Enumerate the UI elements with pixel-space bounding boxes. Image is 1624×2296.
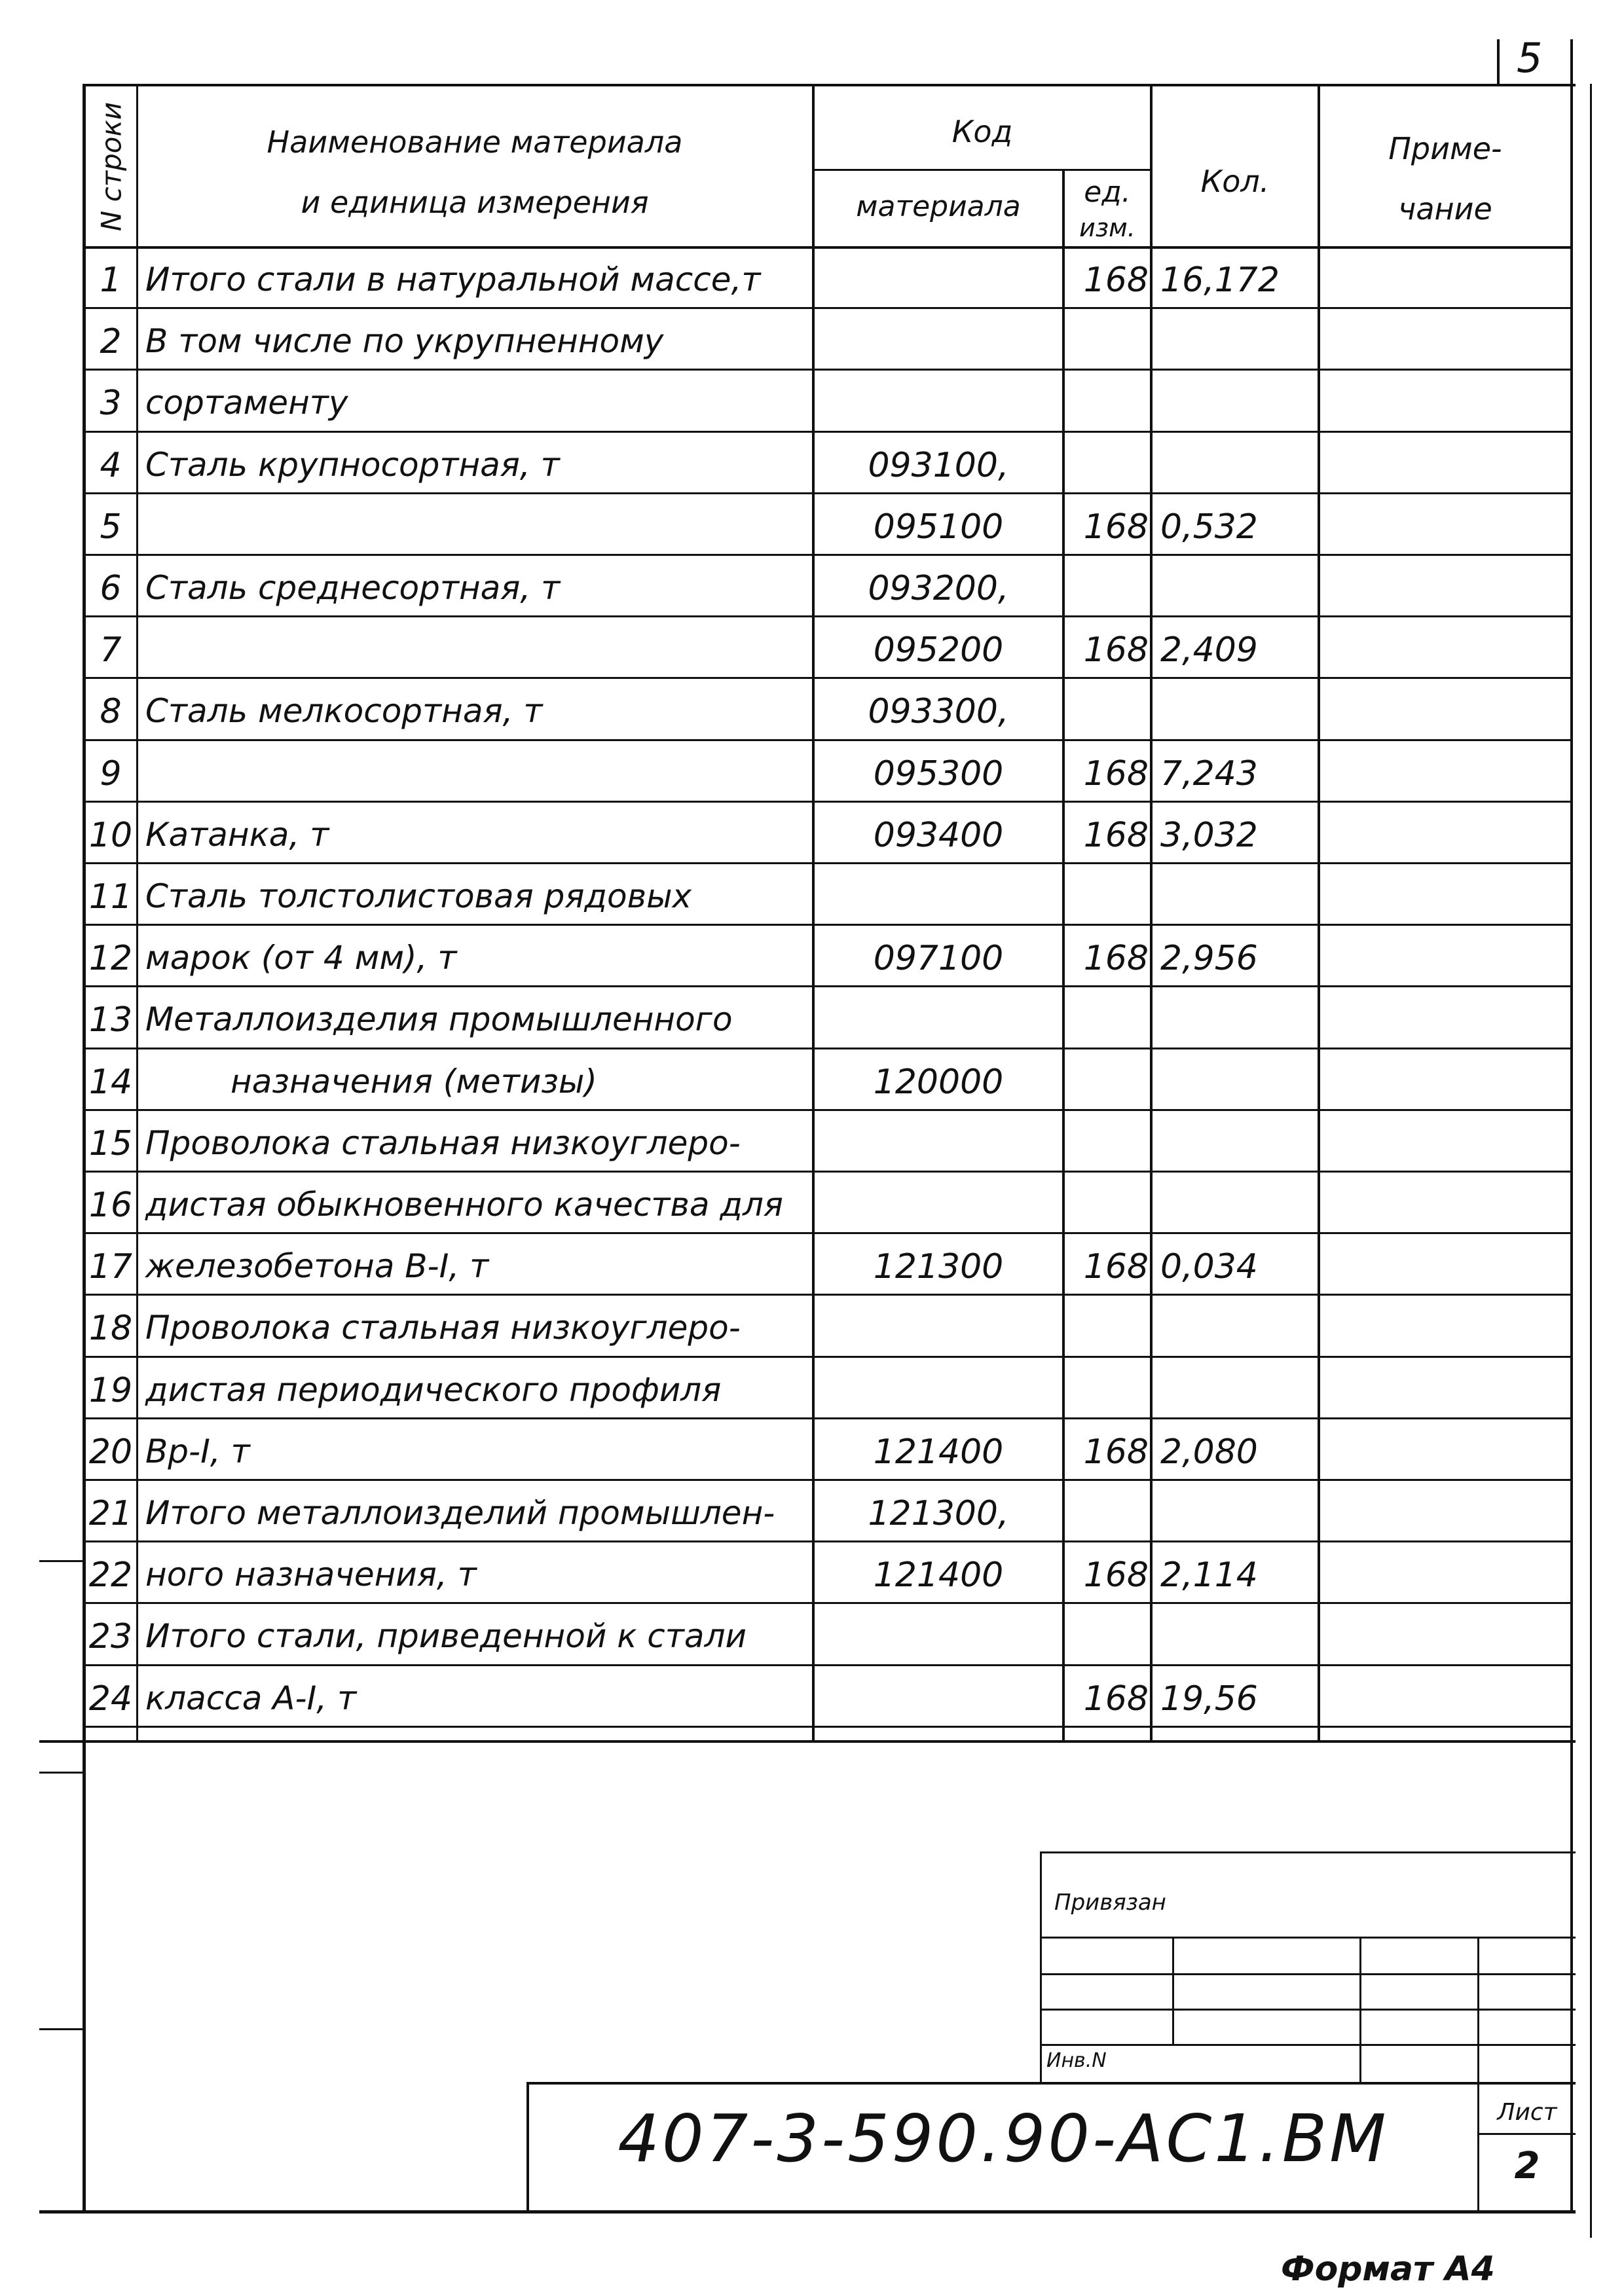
- code-unit-header-line1: ед.: [1084, 175, 1131, 209]
- row-number-header: N строки: [95, 101, 128, 232]
- cell-code: 097100: [873, 939, 1004, 979]
- format-label: Формат А4: [1281, 2250, 1495, 2289]
- cell-unit: 168: [1083, 754, 1149, 793]
- cell-n: 19: [88, 1370, 133, 1410]
- code-unit-header-line2: изм.: [1079, 213, 1135, 242]
- cell-n: 3: [100, 384, 122, 424]
- cell-name: железобетона В-I, т: [145, 1247, 489, 1286]
- cell-name: В том числе по укрупненному: [145, 322, 664, 361]
- cell-name: Металлоизделия промышленного: [145, 1000, 733, 1039]
- cell-code: 093200,: [868, 569, 1009, 608]
- cell-code: 121400: [873, 1432, 1004, 1472]
- cell-qty: 19,56: [1160, 1679, 1258, 1719]
- cell-name: Вр-I, т: [145, 1432, 250, 1470]
- cell-code: 095300: [873, 754, 1004, 793]
- cell-name: Итого стали, приведенной к стали: [145, 1617, 747, 1656]
- cell-unit: 168: [1083, 939, 1149, 979]
- cell-n: 21: [88, 1494, 133, 1533]
- cell-n: 12: [88, 939, 133, 979]
- cell-name: сортаменту: [145, 384, 348, 422]
- note-header-line1: Приме-: [1388, 131, 1502, 166]
- cell-code: 121400: [873, 1556, 1004, 1595]
- cell-n: 20: [88, 1432, 133, 1472]
- cell-n: 17: [88, 1247, 133, 1287]
- cell-name: Итого металлоизделий промышлен-: [145, 1494, 775, 1532]
- page-number: 5: [1517, 34, 1543, 82]
- cell-code: 121300: [873, 1247, 1004, 1287]
- table-row: [0, 617, 1624, 679]
- cell-n: 5: [100, 507, 122, 547]
- table-row: [0, 433, 1624, 494]
- cell-name: марок (от 4 мм), т: [145, 939, 457, 977]
- cell-n: 7: [100, 630, 122, 670]
- cell-qty: 2,409: [1160, 630, 1258, 670]
- note-header-line2: чание: [1398, 191, 1492, 227]
- attached-label: Привязан: [1054, 1889, 1166, 1916]
- code-material-header: материала: [856, 190, 1021, 223]
- table-row: [0, 247, 1624, 309]
- cell-unit: 168: [1083, 630, 1149, 670]
- table-row: [0, 741, 1624, 803]
- table-row: [0, 864, 1624, 926]
- cell-name: Проволока стальная низкоуглеро-: [145, 1123, 741, 1162]
- cell-n: 9: [100, 754, 122, 793]
- cell-n: 15: [88, 1123, 133, 1163]
- cell-name: назначения (метизы): [231, 1062, 597, 1101]
- cell-n: 1: [100, 261, 122, 300]
- table-row: [0, 556, 1624, 617]
- cell-unit: 168: [1083, 261, 1149, 300]
- cell-name: дистая обыкновенного качества для: [145, 1186, 783, 1224]
- name-header-line2: и единица измерения: [301, 185, 649, 220]
- table-row: [0, 679, 1624, 740]
- table-row: [0, 1542, 1624, 1604]
- cell-n: 22: [88, 1556, 133, 1595]
- frame-bottom: [39, 2210, 1576, 2214]
- cell-n: 13: [88, 1000, 133, 1040]
- cell-code: 093400: [873, 815, 1004, 855]
- table-row: [0, 1296, 1624, 1357]
- table-row: [0, 1419, 1624, 1481]
- name-header-line1: Наименование материала: [267, 124, 683, 160]
- cell-unit: 168: [1083, 1679, 1149, 1719]
- cell-n: 24: [88, 1679, 133, 1719]
- document-code: 407-3-590.90-АС1.ВМ: [618, 2100, 1389, 2177]
- cell-n: 18: [88, 1309, 133, 1349]
- table-row: [0, 1481, 1624, 1542]
- cell-qty: 2,956: [1160, 939, 1258, 979]
- cell-name: дистая периодического профиля: [145, 1370, 722, 1409]
- cell-n: 16: [88, 1186, 133, 1225]
- table-row: [0, 1358, 1624, 1419]
- cell-qty: 16,172: [1160, 261, 1280, 300]
- cell-unit: 168: [1083, 1556, 1149, 1595]
- cell-qty: 0,034: [1160, 1247, 1258, 1287]
- cell-code: 095100: [873, 507, 1004, 547]
- cell-qty: 7,243: [1160, 754, 1258, 793]
- table-row: [0, 987, 1624, 1049]
- cell-unit: 168: [1083, 815, 1149, 855]
- cell-code: 093300,: [868, 692, 1009, 732]
- cell-n: 8: [100, 692, 122, 732]
- table-row: [0, 1049, 1624, 1111]
- table-row: [0, 309, 1624, 371]
- table-row: [0, 803, 1624, 864]
- cell-n: 11: [88, 877, 133, 917]
- table-row: [0, 926, 1624, 987]
- cell-code: 120000: [873, 1062, 1004, 1102]
- cell-unit: 168: [1083, 1432, 1149, 1472]
- table-row: [0, 1111, 1624, 1173]
- cell-qty: 2,080: [1160, 1432, 1258, 1472]
- cell-n: 10: [88, 815, 133, 855]
- cell-n: 4: [100, 445, 122, 485]
- table-row: [0, 1234, 1624, 1296]
- table-row: [0, 371, 1624, 432]
- cell-n: 23: [88, 1617, 133, 1657]
- sheet-label: Лист: [1497, 2099, 1557, 2126]
- sheet-number: 2: [1514, 2145, 1540, 2187]
- cell-name: Проволока стальная низкоуглеро-: [145, 1309, 741, 1347]
- cell-unit: 168: [1083, 507, 1149, 547]
- cell-n: 2: [100, 322, 122, 362]
- table-row: [0, 1604, 1624, 1666]
- cell-qty: 0,532: [1160, 507, 1258, 547]
- cell-name: Сталь мелкосортная, т: [145, 692, 543, 731]
- cell-n: 6: [100, 569, 122, 608]
- table-row: [0, 1173, 1624, 1234]
- table-row: [0, 494, 1624, 556]
- cell-qty: 3,032: [1160, 815, 1258, 855]
- cell-name: класса А-I, т: [145, 1679, 357, 1717]
- cell-code: 093100,: [868, 445, 1009, 485]
- cell-name: Катанка, т: [145, 815, 329, 854]
- cell-name: Сталь крупносортная, т: [145, 445, 560, 484]
- cell-unit: 168: [1083, 1247, 1149, 1287]
- cell-code: 121300,: [868, 1494, 1009, 1533]
- cell-n: 14: [88, 1062, 133, 1102]
- cell-qty: 2,114: [1160, 1556, 1258, 1595]
- cell-name: Сталь толстолистовая рядовых: [145, 877, 692, 915]
- cell-name: ного назначения, т: [145, 1556, 477, 1594]
- table-row: [0, 1666, 1624, 1728]
- cell-name: Итого стали в натуральной массе,т: [145, 261, 761, 299]
- quantity-header: Кол.: [1200, 164, 1270, 199]
- cell-name: Сталь среднесортная, т: [145, 569, 561, 607]
- code-header: Код: [951, 114, 1013, 149]
- inventory-label: Инв.N: [1046, 2049, 1107, 2072]
- cell-code: 095200: [873, 630, 1004, 670]
